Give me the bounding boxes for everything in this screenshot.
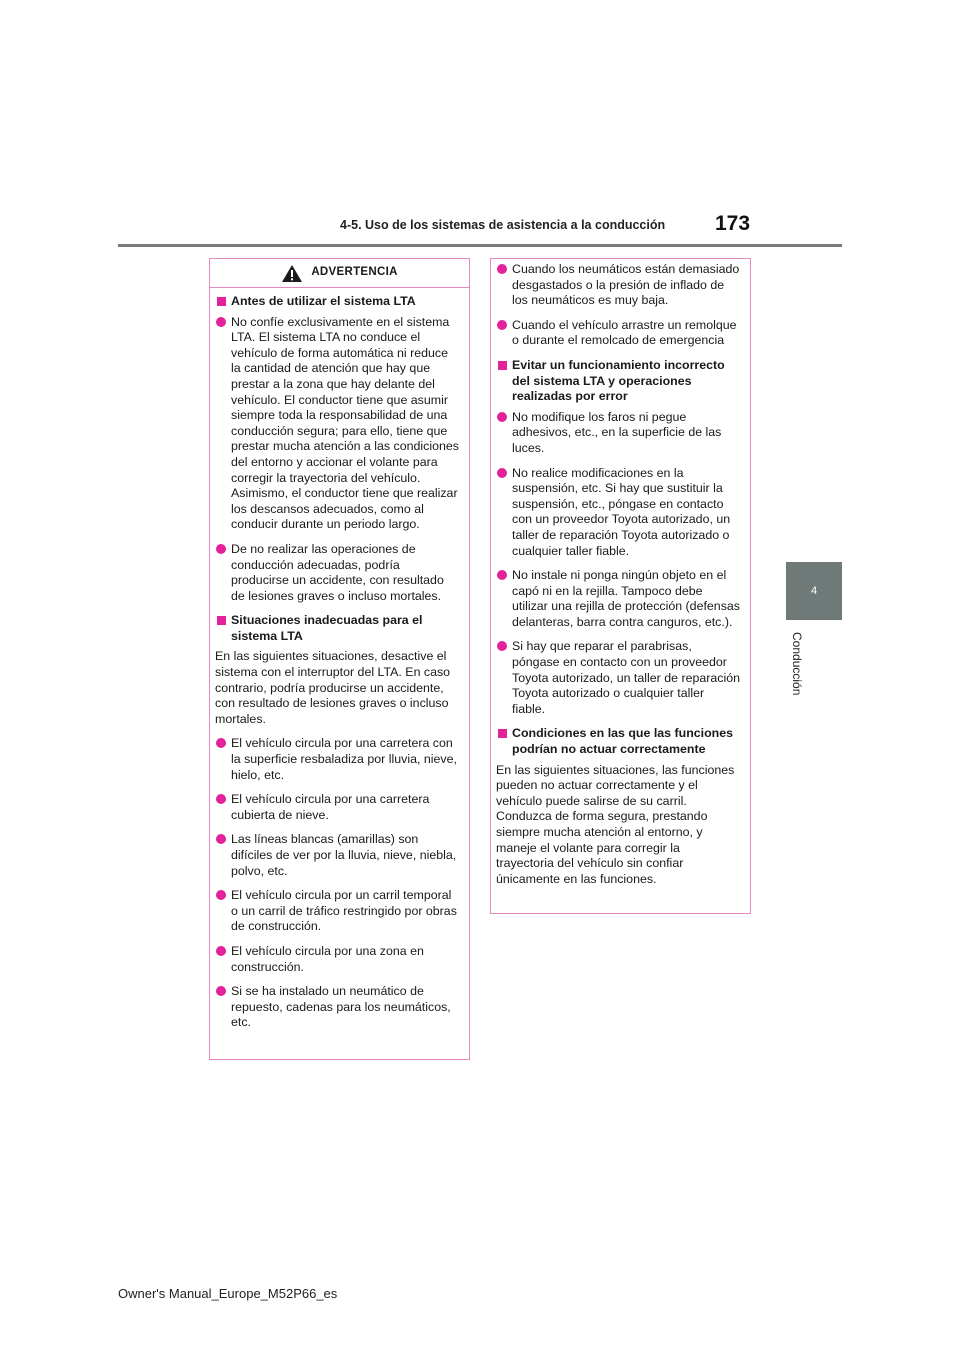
warning-paragraph: En las siguientes situaciones, las funciones pueden no actuar correctamente y el vehículo puede salirse de su carril. Conduzca de forma segura, prestando siempre mucha atención al entorno, y maneje el volante para corregir la trayectoria del vehículo sin confiar únicamente en las funciones.: [496, 762, 735, 886]
warning-heading: Condiciones en las que las funciones podrían no actuar correctamente: [496, 726, 740, 757]
warning-triangle-icon: [281, 264, 303, 283]
header-divider: [118, 244, 842, 247]
warning-box-continued: [490, 258, 751, 914]
chapter-label: Conducción: [790, 632, 804, 696]
warning-bullet: No confíe exclusivamente en el sistema LTA. El sistema LTA no conduce el vehículo de forma automática ni reduce la cantidad de atención que hay que prestar a la zona que hay delante del vehículo. El conductor tiene que asumir siempre toda la responsabilidad de una conducción segura; para ello, tiene que prestar mucha atención a las condiciones del entorno y accionar el volante para corregir la trayectoria del vehículo. Asimismo, el conductor tiene que realizar los descansos adecuados, como al conducir durante un periodo largo.: [215, 315, 459, 533]
warning-bullet: Si hay que reparar el parabrisas, póngase en contacto con un proveedor Toyota autorizado, un taller de reparación Toyota autorizado o cualquier taller fiable.: [496, 639, 740, 717]
warning-heading: Situaciones inadecuadas para el sistema LTA: [215, 613, 459, 644]
warning-bullet: No modifique los faros ni pegue adhesivos, etc., en la superficie de las luces.: [496, 410, 740, 457]
warning-paragraph: En las siguientes situaciones, desactive el sistema con el interruptor del LTA. En caso contrario, podría producirse un accidente, con resultado de lesiones graves o incluso mortales.: [215, 649, 451, 726]
warning-header: [210, 259, 469, 288]
warning-heading: Antes de utilizar el sistema LTA: [215, 294, 459, 310]
page-number: 173: [715, 212, 751, 235]
footer-manual-id: Owner's Manual_Europe_M52P66_es: [118, 1286, 338, 1301]
section-title: 4-5. Uso de los sistemas de asistencia a la conducción: [340, 218, 666, 232]
warning-bullet: No realice modificaciones en la suspensión, etc. Si hay que sustituir la suspensión, etc., póngase en contacto con un proveedor Toyota autorizado, un taller de reparación Toyota autorizado o cualquier taller fiable.: [496, 466, 740, 560]
warning-bullet: De no realizar las operaciones de conducción adecuadas, podría producirse un accidente, con resultado de lesiones graves o incluso mortales.: [215, 542, 459, 604]
warning-bullet: Cuando los neumáticos están demasiado desgastados o la presión de inflado de los neumáticos es muy baja.: [496, 262, 740, 309]
warning-bullet: No instale ni ponga ningún objeto en el capó ni en la rejilla. Tampoco debe utilizar una rejilla de protección (defensas delanteras, barra contra canguros, etc.).: [496, 568, 740, 630]
chapter-number: 4: [810, 585, 818, 597]
warning-bullet: El vehículo circula por una carretera cubierta de nieve.: [215, 792, 459, 823]
warning-bullet: El vehículo circula por una zona en construcción.: [215, 944, 459, 975]
warning-box: [209, 258, 470, 1060]
warning-heading: Evitar un funcionamiento incorrecto del sistema LTA y operaciones realizadas por error: [496, 358, 740, 405]
chapter-tab: [786, 562, 842, 620]
warning-bullet: El vehículo circula por un carril temporal o un carril de tráfico restringido por obras de construcción.: [215, 888, 459, 935]
warning-bullet: Las líneas blancas (amarillas) son difíciles de ver por la lluvia, nieve, niebla, polvo, etc.: [215, 832, 459, 879]
warning-title: ADVERTENCIA: [311, 266, 398, 279]
warning-bullet: El vehículo circula por una carretera con la superficie resbaladiza por lluvia, nieve, hielo, etc.: [215, 736, 459, 783]
warning-bullet: Cuando el vehículo arrastre un remolque o durante el remolcado de emergencia: [496, 318, 740, 349]
warning-bullet: Si se ha instalado un neumático de repuesto, cadenas para los neumáticos, etc.: [215, 984, 459, 1031]
